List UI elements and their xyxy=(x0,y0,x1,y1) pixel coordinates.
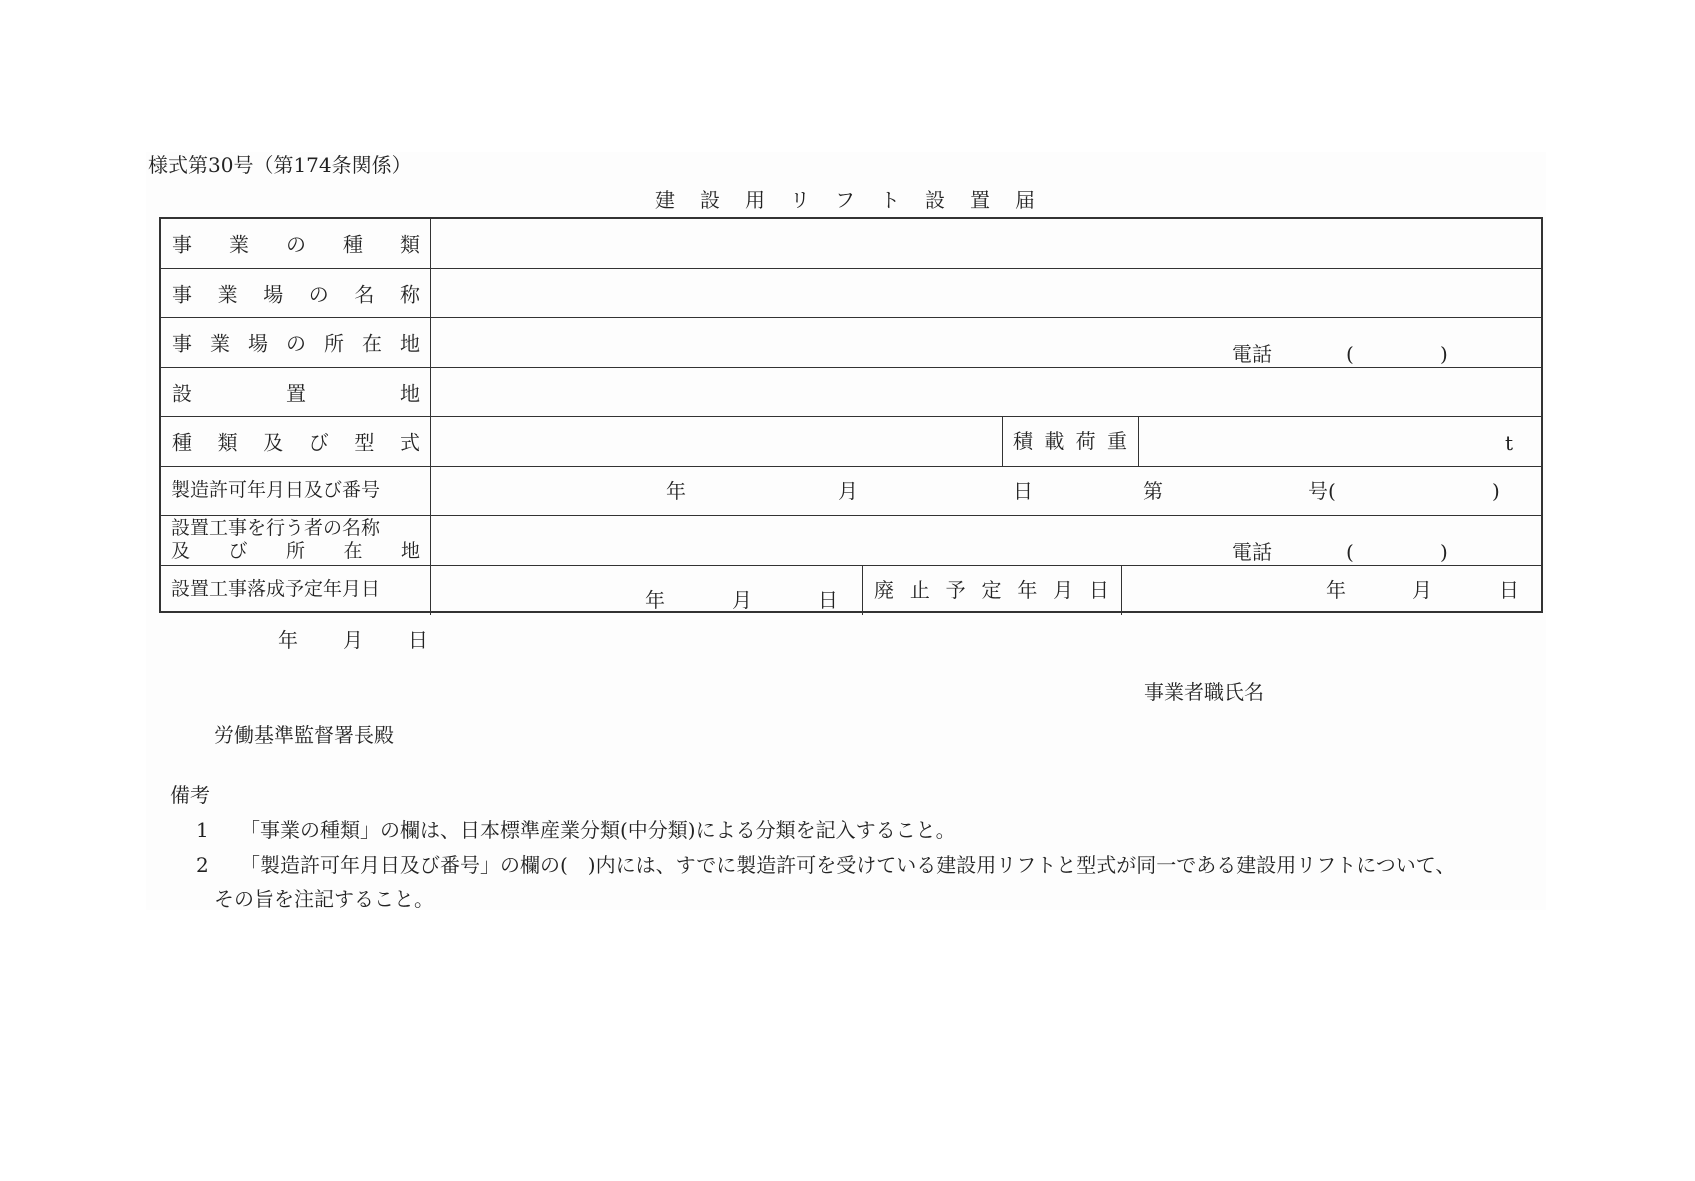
unit-ton: t xyxy=(1505,431,1514,455)
label-workplace-address xyxy=(161,318,431,367)
label-char: 業 xyxy=(210,331,230,356)
label-char: の xyxy=(308,282,329,307)
label-char: 地 xyxy=(400,331,420,356)
label-abolition-date xyxy=(874,577,1109,602)
title-char: 設 xyxy=(700,188,720,212)
phone-paren-close: ) xyxy=(1440,540,1448,564)
label-char: 月 xyxy=(1053,577,1074,602)
label-load-capacity xyxy=(1013,431,1127,451)
label-char: 式 xyxy=(399,430,420,455)
row-business-type xyxy=(161,219,1541,269)
title-char: フ xyxy=(835,188,855,212)
label-char: 所 xyxy=(285,540,305,562)
number-prefix: 第 xyxy=(1143,478,1163,503)
label-char: 場 xyxy=(248,331,268,356)
label-char: 定 xyxy=(981,577,1002,602)
divider xyxy=(1002,417,1003,466)
note-text: 「製造許可年月日及び番号」の欄の( )内には、すでに製造許可を受けている建設用リフトと型式が同一である建設用リフトについて、 xyxy=(240,853,1456,877)
label-char: 置 xyxy=(286,381,306,406)
row-type-model xyxy=(161,417,1541,467)
label-char: 業 xyxy=(229,232,249,257)
label-char: び xyxy=(228,540,248,562)
label-char: の xyxy=(286,331,306,356)
date-month: 月 xyxy=(343,628,363,652)
day-label: 日 xyxy=(1499,577,1519,602)
row-manufacturing-permit xyxy=(161,467,1541,517)
row-workplace-name xyxy=(161,269,1541,319)
label-workplace-name xyxy=(161,269,431,318)
label-char: 積 xyxy=(1013,429,1033,453)
label-contractor xyxy=(161,516,431,565)
label-char: び xyxy=(308,430,329,455)
label-char: 事 xyxy=(172,282,192,307)
title-char: 設 xyxy=(925,188,945,212)
date-day: 日 xyxy=(408,628,428,652)
label-char: 荷 xyxy=(1075,429,1096,453)
row-workplace-address xyxy=(161,318,1541,368)
label-char: 地 xyxy=(400,540,420,562)
row-contractor xyxy=(161,516,1541,566)
title-char: 建 xyxy=(655,188,675,212)
label-business-type xyxy=(161,219,431,268)
day-label: 日 xyxy=(818,587,838,612)
title-char: 用 xyxy=(745,188,765,212)
applicant-name-label: 事業者職氏名 xyxy=(1144,680,1264,704)
label-char: 及 xyxy=(263,430,284,455)
note-text: 「事業の種類」の欄は、日本標準産業分類(中分類)による分類を記入すること。 xyxy=(240,818,956,842)
label-char: 設 xyxy=(172,381,192,406)
phone-paren-close: ) xyxy=(1440,342,1448,366)
label-char: 型 xyxy=(354,430,375,455)
title-char: 置 xyxy=(970,188,990,212)
label-char: の xyxy=(286,232,306,257)
month-label: 月 xyxy=(838,478,858,503)
month-label: 月 xyxy=(732,587,752,612)
label-char: 及 xyxy=(171,540,191,562)
label-text: 製造許可年月日及び番号 xyxy=(171,478,381,501)
label-char: 場 xyxy=(263,282,284,307)
phone-paren-open: ( xyxy=(1346,342,1354,366)
number-suffix: 号( xyxy=(1308,478,1336,503)
form-number: 様式第30号（第174条関係） xyxy=(148,153,412,177)
label-text: 設置工事落成予定年月日 xyxy=(171,577,381,600)
year-label: 年 xyxy=(1326,577,1346,602)
label-char: 所 xyxy=(324,331,344,356)
divider xyxy=(862,566,863,616)
divider xyxy=(1121,566,1122,616)
label-char: 載 xyxy=(1044,429,1065,453)
label-char: 種 xyxy=(343,232,363,257)
title-char: ト xyxy=(880,188,900,212)
label-char: 事 xyxy=(172,232,192,257)
label-char: 業 xyxy=(217,282,238,307)
label-char: 在 xyxy=(362,331,382,356)
label-char: 予 xyxy=(945,577,966,602)
title-char: リ xyxy=(790,188,810,212)
phone-paren-open: ( xyxy=(1346,540,1354,564)
label-manufacturing-permit xyxy=(161,467,431,516)
note-text-continuation: その旨を注記すること。 xyxy=(214,887,434,911)
label-char: 称 xyxy=(399,282,420,307)
note-number: 2 xyxy=(196,853,209,877)
paren-close: ) xyxy=(1492,478,1500,503)
row-completion-date xyxy=(161,566,1541,616)
phone-label: 電話 xyxy=(1232,540,1272,564)
label-char: 重 xyxy=(1106,429,1127,453)
label-char: 年 xyxy=(1017,577,1038,602)
label-installation-site xyxy=(161,368,431,417)
label-char: 地 xyxy=(400,381,420,406)
label-char: 廃 xyxy=(874,577,894,602)
label-char: 類 xyxy=(217,430,238,455)
form-title xyxy=(655,190,1035,210)
addressee: 労働基準監督署長殿 xyxy=(214,723,394,747)
row-installation-site xyxy=(161,368,1541,418)
label-char: 在 xyxy=(343,540,363,562)
year-label: 年 xyxy=(666,478,686,503)
notes-heading: 備考 xyxy=(170,783,210,807)
date-year: 年 xyxy=(278,628,298,652)
label-char: 止 xyxy=(909,577,930,602)
note-number: 1 xyxy=(196,818,209,842)
year-label: 年 xyxy=(645,587,665,612)
label-char: 日 xyxy=(1088,577,1109,602)
label-completion-date xyxy=(161,566,431,616)
title-char: 届 xyxy=(1015,188,1035,212)
day-label: 日 xyxy=(1013,478,1033,503)
month-label: 月 xyxy=(1412,577,1432,602)
label-char: 事 xyxy=(172,331,192,356)
phone-label: 電話 xyxy=(1232,342,1272,366)
label-char: 種 xyxy=(172,430,192,455)
notification-table xyxy=(159,217,1543,613)
label-type-model xyxy=(161,417,431,466)
label-text: 設置工事を行う者の名称 xyxy=(171,517,381,539)
label-char: 名 xyxy=(354,282,375,307)
label-char: 類 xyxy=(400,232,420,257)
divider xyxy=(1138,417,1139,466)
